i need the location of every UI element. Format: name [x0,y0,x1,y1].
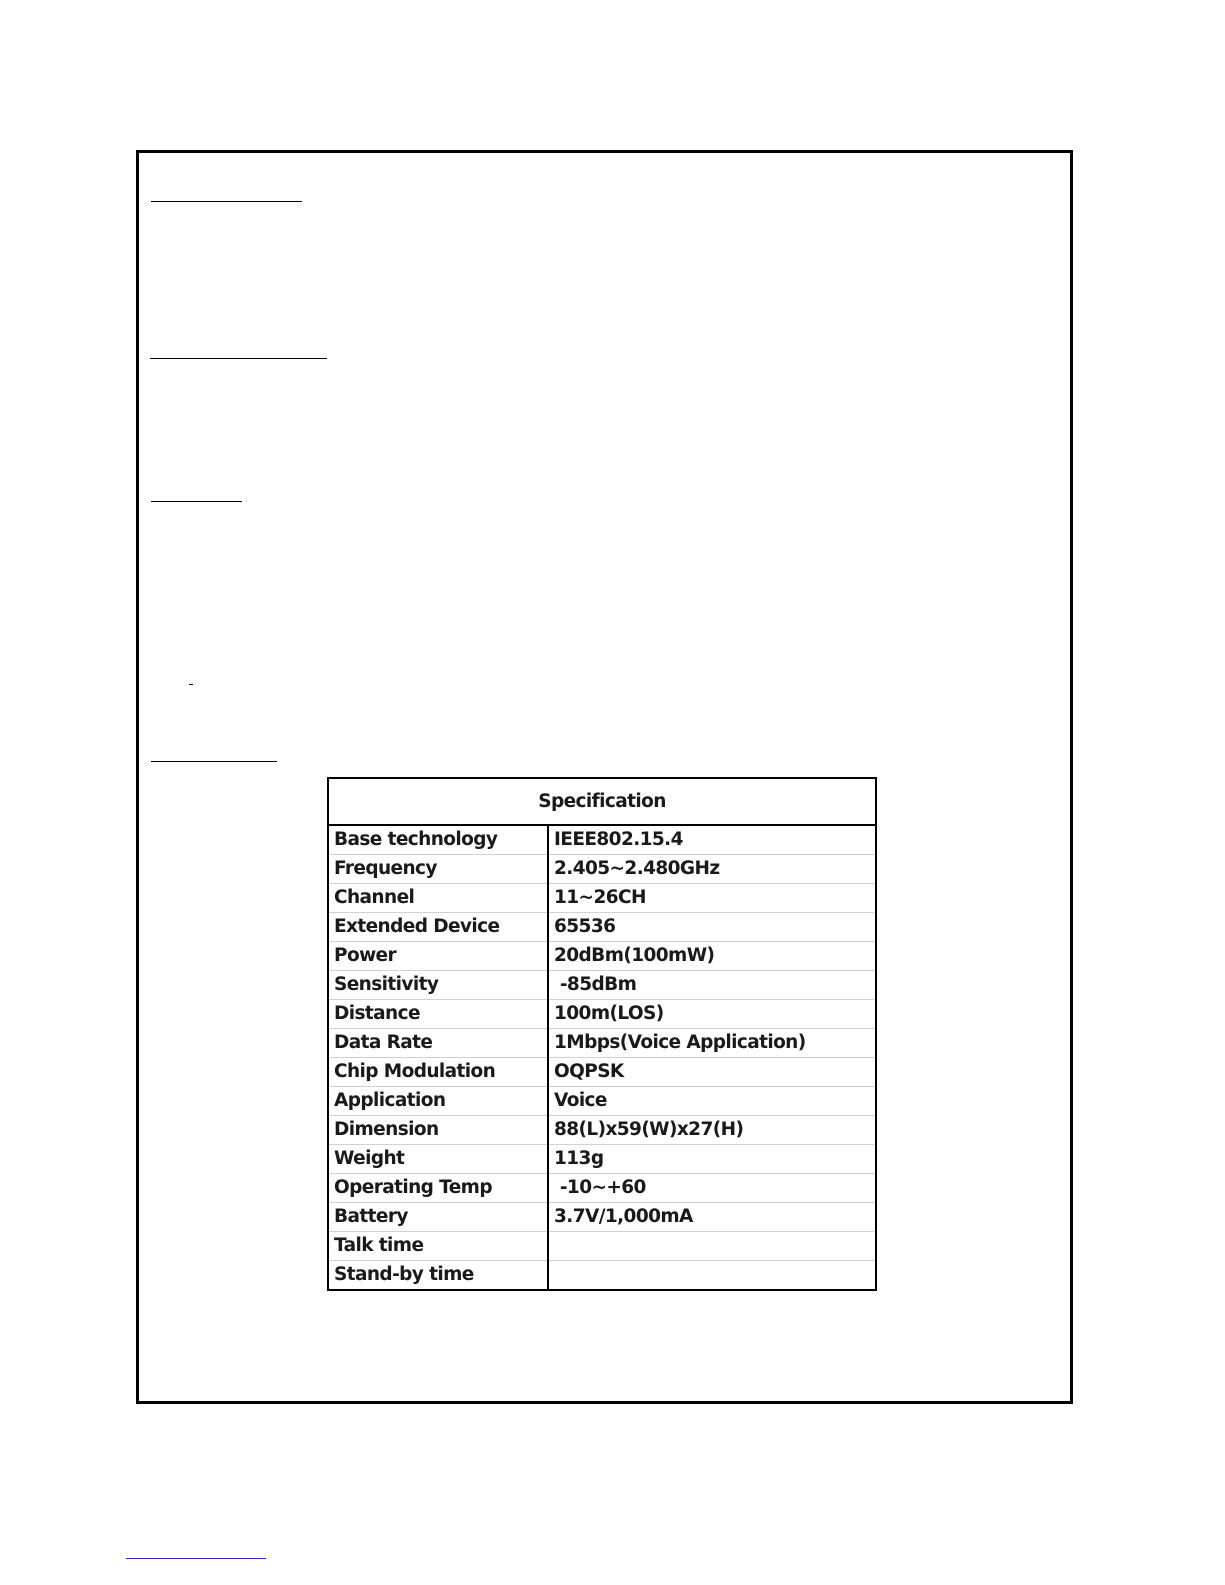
spec-value: 100m(LOS) [548,1000,876,1029]
specification-table [327,777,877,1291]
table-row [328,1116,876,1145]
spec-label: Data Rate [328,1029,548,1058]
spec-label: Base technology [328,825,548,855]
spec-value: IEEE802.15.4 [548,825,876,855]
table-row [328,1203,876,1232]
spec-label: Battery [328,1203,548,1232]
spec-value: 20dBm(100mW) [548,942,876,971]
spec-label: Chip Modulation [328,1058,548,1087]
section-heading-rule-2 [150,358,327,359]
spec-label: Stand-by time [328,1261,548,1291]
table-row [328,884,876,913]
spec-value: 2.405~2.480GHz [548,855,876,884]
spec-label: Talk time [328,1232,548,1261]
spec-value [548,1232,876,1261]
table-row [328,913,876,942]
table-row [328,1174,876,1203]
table-row [328,1087,876,1116]
table-row [328,1029,876,1058]
table-row [328,1145,876,1174]
spec-label: Frequency [328,855,548,884]
spec-label: Weight [328,1145,548,1174]
section-heading-rule-4 [151,761,277,762]
spec-label: Operating Temp [328,1174,548,1203]
spec-value: 113g [548,1145,876,1174]
spec-label: Application [328,1087,548,1116]
table-row [328,971,876,1000]
table-header: Specification [328,778,876,825]
table-row [328,825,876,855]
spec-label: Sensitivity [328,971,548,1000]
footnote-rule [126,1558,266,1559]
spec-value: 88(L)x59(W)x27(H) [548,1116,876,1145]
spec-value: 1Mbps(Voice Application) [548,1029,876,1058]
spec-label: Power [328,942,548,971]
table-row [328,1058,876,1087]
table-row [328,1261,876,1291]
spec-value [548,1261,876,1291]
table-row [328,1000,876,1029]
table-header-row [328,778,876,825]
spec-value: OQPSK [548,1058,876,1087]
spec-label: Distance [328,1000,548,1029]
spec-value: 65536 [548,913,876,942]
spec-value: 11~26CH [548,884,876,913]
spec-value: Voice [548,1087,876,1116]
spec-label: Channel [328,884,548,913]
table-row [328,942,876,971]
section-heading-rule-1 [151,201,302,202]
table-row [328,1232,876,1261]
spec-label: Extended Device [328,913,548,942]
table-row [328,855,876,884]
spec-value: 3.7V/1,000mA [548,1203,876,1232]
spec-value: -85dBm [548,971,876,1000]
dash-mark [189,684,193,685]
section-heading-rule-3 [151,501,242,502]
spec-label: Dimension [328,1116,548,1145]
spec-value: -10~+60 [548,1174,876,1203]
